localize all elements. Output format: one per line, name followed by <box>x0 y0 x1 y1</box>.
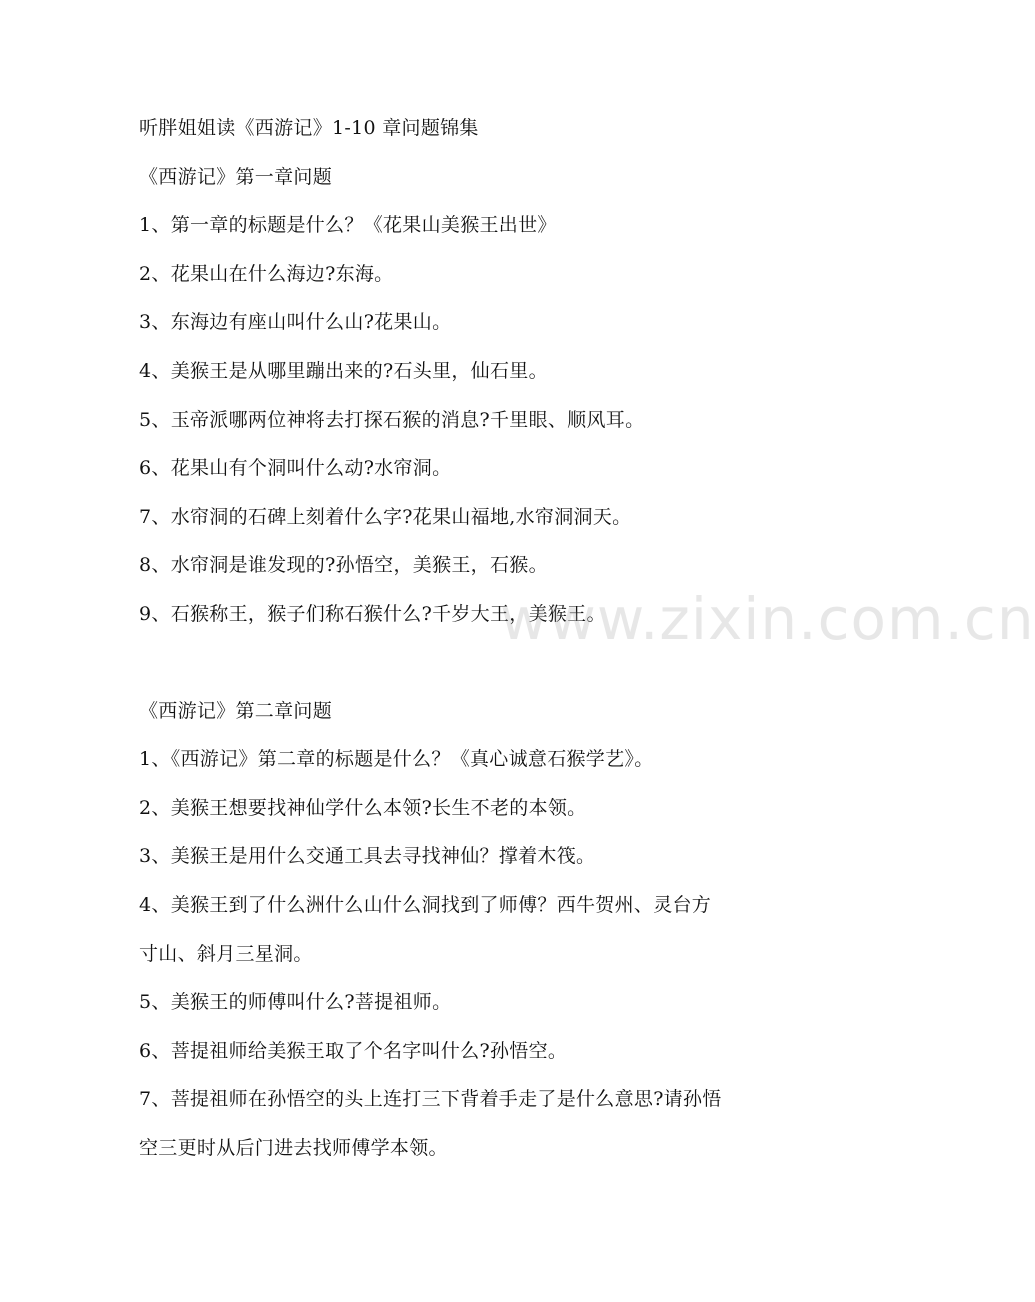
chapter2-question: 6、菩提祖师给美猴王取了个名字叫什么?孙悟空。 <box>139 1039 568 1062</box>
chapter1-question: 9、石猴称王，猴子们称石猴什么?千岁大王，美猴王。 <box>139 602 606 625</box>
chapter1-question: 6、花果山有个洞叫什么动?水帘洞。 <box>139 457 452 480</box>
chapter1-question: 8、水帘洞是谁发现的?孙悟空，美猴王，石猴。 <box>139 554 548 577</box>
chapter2-question: 2、美猴王想要找神仙学什么本领?长生不老的本领。 <box>139 796 587 819</box>
chapter1-question: 5、玉帝派哪两位神将去打探石猴的消息?千里眼、顺风耳。 <box>139 408 645 431</box>
chapter1-question: 2、花果山在什么海边?东海。 <box>139 262 394 285</box>
chapter1-question: 7、水帘洞的石碑上刻着什么字?花果山福地,水帘洞洞天。 <box>139 505 632 528</box>
chapter2-question-continued: 空三更时从后门进去找师傅学本领。 <box>139 1136 448 1159</box>
chapter1-question: 4、美猴王是从哪里蹦出来的?石头里，仙石里。 <box>139 359 548 382</box>
chapter1-question: 3、东海边有座山叫什么山?花果山。 <box>139 311 452 334</box>
chapter2-question-continued: 寸山、斜月三星洞。 <box>139 942 313 965</box>
chapter1-heading: 《西游记》第一章问题 <box>139 165 333 188</box>
watermark: www.zixin.com.cn <box>500 585 1035 653</box>
chapter2-heading: 《西游记》第二章问题 <box>139 699 333 722</box>
chapter2-question: 1、《西游记》第二章的标题是什么？《真心诚意石猴学艺》。 <box>139 748 654 771</box>
chapter2-question: 5、美猴王的师傅叫什么?菩提祖师。 <box>139 991 452 1014</box>
chapter1-question: 1、第一章的标题是什么？《花果山美猴王出世》 <box>139 214 557 237</box>
document-title: 听胖姐姐读《西游记》1-10 章问题锦集 <box>139 117 479 139</box>
chapter2-question: 3、美猴王是用什么交通工具去寻找神仙？撑着木筏。 <box>139 845 596 868</box>
chapter2-question: 7、菩提祖师在孙悟空的头上连打三下背着手走了是什么意思?请孙悟 <box>139 1088 722 1111</box>
chapter2-question: 4、美猴王到了什么洲什么山什么洞找到了师傅？西牛贺州、灵台方 <box>139 893 712 916</box>
section-spacer <box>139 651 799 699</box>
